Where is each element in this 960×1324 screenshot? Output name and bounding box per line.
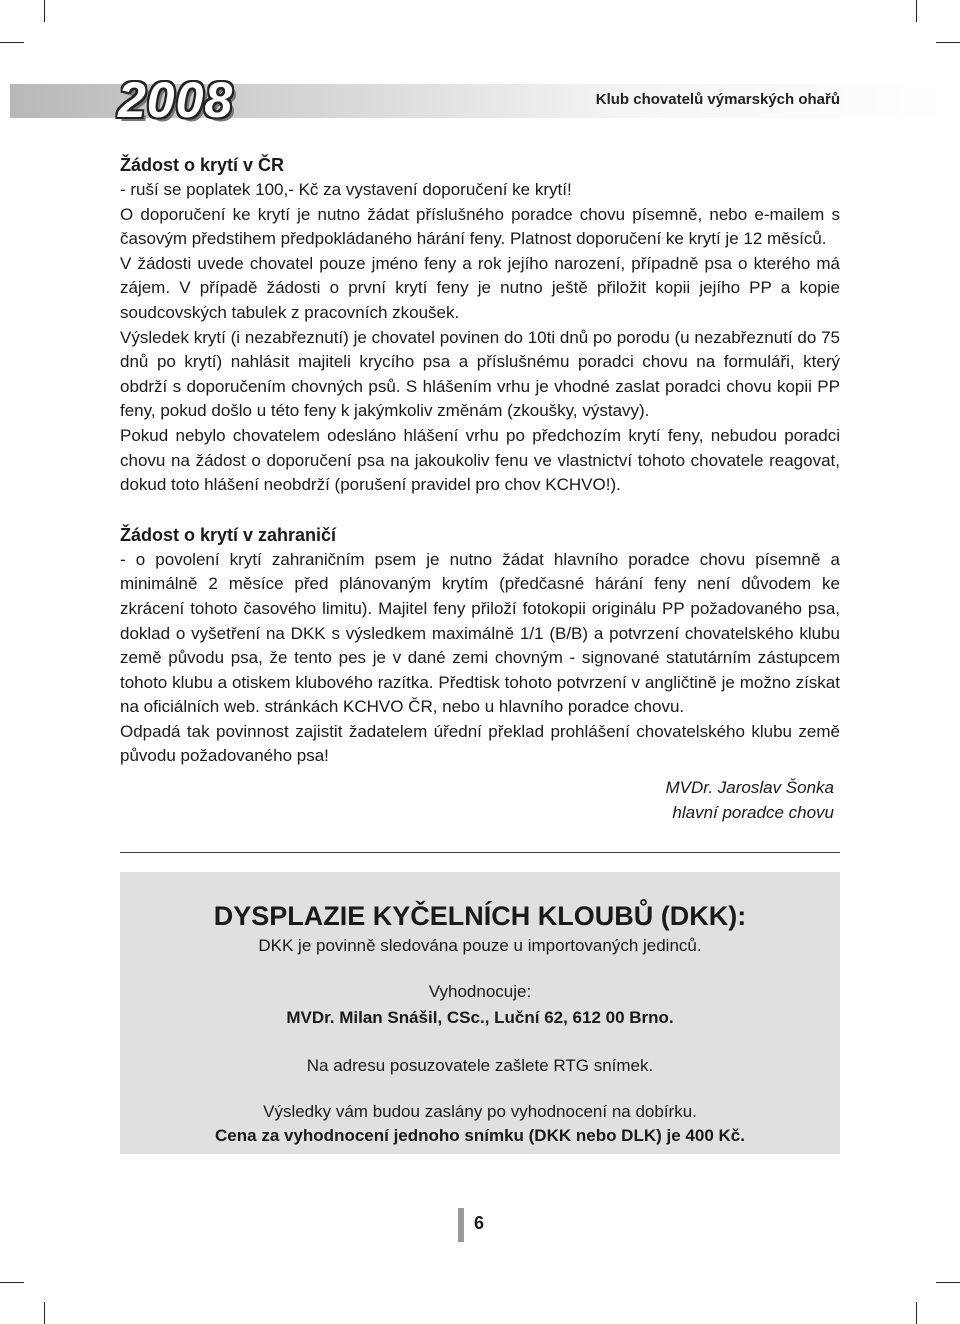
paragraph: Výsledek krytí (i nezabřeznutí) je chovatel povinen do 10ti dnů po porodu (u nezabřeznutí do 75 dnů po krytí) nahlásit majiteli krycího psa a příslušnému poradci chovu na formuláři, který obdrží s doporučením chovných psů. S hlášením vrhu je vhodné zaslat poradci chovu kopii PP feny, pokud došlo u této feny k jakýmkoliv změnám (zkoušky, výstavy). — [120, 327, 840, 421]
price-note: Cena za vyhodnocení jednoho snímku (DKK nebo DLK) je 400 Kč. — [215, 1126, 745, 1145]
paragraph: - o povolení krytí zahraničním psem je nutno žádat hlavního poradce chovu písemně a minimálně 2 měsíce před plánovaným krytím (předčasné hárání feny není důvodem ke zkrácení tohoto časového limitu). Majitel feny přiloží fotokopii originálu PP požadovaného psa, doklad o vyšetření na DKK s výsledkem maximálně 1/1 (B/B) a potvrzení chovatelského klubu země původu psa, že tento pes je v dané zemi chovným - signované statutárním zástupcem tohoto klubu a otiskem klubového razítka. Předtisk tohoto potvrzení v angličtině je možno získat na oficiálních web. stránkách KCHVO ČR, nebo u hlavního poradce chovu. — [120, 549, 840, 717]
evaluator-label: Vyhodnocuje: — [428, 982, 532, 1001]
dkk-info-box — [120, 872, 840, 1154]
year-title: 2008 — [118, 72, 234, 128]
crop-mark — [0, 42, 24, 43]
section-heading-abroad: Žádost o krytí v zahraničí — [120, 524, 337, 545]
signature — [120, 775, 840, 825]
paragraph: - ruší se poplatek 100,- Kč za vystavení doporučení ke krytí! — [120, 180, 572, 199]
paragraph: Odpadá tak povinnost zajistit žadatelem úřední překlad prohlášení chovatelského klubu země původu požadovaného psa! — [120, 721, 840, 766]
paragraph: O doporučení ke krytí je nutno žádat příslušného poradce chovu písemně, nebo e-mailem s časovým předstihem předpokládaného hárání feny. Platnost doporučení ke krytí je 12 měsíců. — [120, 204, 840, 249]
box-subtitle: DKK je povinně sledována pouze u importovaných jedinců. — [258, 936, 702, 955]
main-content — [120, 152, 840, 825]
divider — [120, 852, 840, 853]
section-heading-cr: Žádost o krytí v ČR — [120, 155, 285, 175]
crop-mark — [0, 1282, 24, 1283]
evaluator-address: MVDr. Milan Snášil, CSc., Luční 62, 612 00 Brno. — [286, 1008, 674, 1027]
instruction: Na adresu posuzovatele zašlete RTG snímek. — [306, 1056, 654, 1075]
paragraph: V žádosti uvede chovatel pouze jméno feny a rok jejího narození, případně psa o kterého má zájem. V případě žádosti o první krytí feny je nutno ještě přiložit kopii jejího PP a kopie soudcovských tabulek z pracovních zkoušek. — [120, 253, 840, 322]
crop-mark — [916, 0, 917, 22]
crop-mark — [44, 0, 45, 22]
crop-mark — [44, 1302, 45, 1324]
page-number: 6 — [474, 1213, 485, 1233]
results-note: Výsledky vám budou zaslány po vyhodnocení na dobírku. — [263, 1102, 697, 1121]
page-number-bar — [458, 1208, 464, 1242]
crop-mark — [916, 1302, 917, 1324]
paragraph: Pokud nebylo chovatelem odesláno hlášení vrhu po předchozím krytí feny, nebudou poradci chovu na žádost o doporučení psa na jakoukoliv fenu ve vlastnictví tohoto chovatele reagovat, dokud toto hlášení neobdrží (porušení pravidel pro chov KCHVO!). — [120, 425, 840, 495]
crop-mark — [936, 42, 960, 43]
club-name: Klub chovatelů výmarských ohařů — [595, 91, 840, 108]
crop-mark — [936, 1282, 960, 1283]
signature-name: MVDr. Jaroslav Šonka — [665, 778, 834, 798]
signature-role: hlavní poradce chovu — [672, 803, 834, 823]
section-abroad — [120, 522, 840, 769]
box-title: DYSPLAZIE KYČELNÍCH KLOUBŮ (DKK): — [213, 901, 747, 931]
